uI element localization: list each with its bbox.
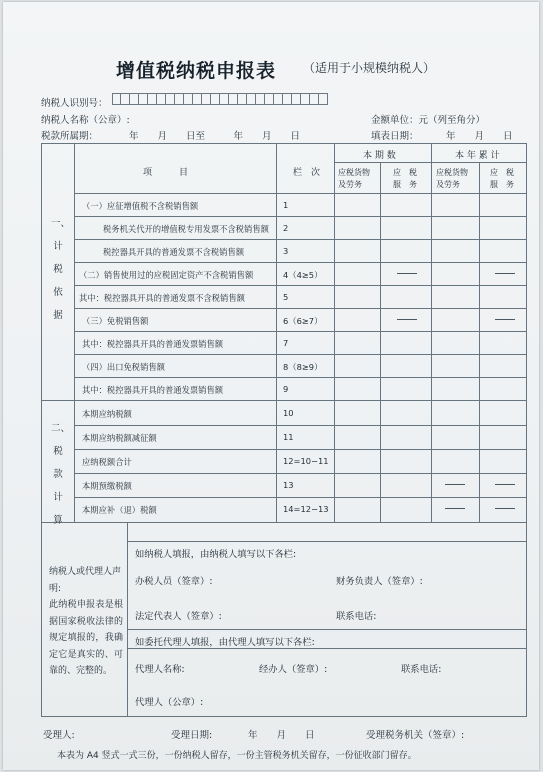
header-item: 项 目 bbox=[143, 168, 189, 178]
row-8-line: 8（8≥9） bbox=[283, 362, 323, 372]
receiver-label: 受理人: bbox=[43, 730, 75, 741]
agent-fill-note: 如委托代理人填报，由代理人填写以下各栏: bbox=[135, 637, 315, 648]
sub-current-service-1: 应 税 bbox=[393, 168, 417, 177]
agent-phone-label: 联系电话: bbox=[401, 664, 442, 675]
footer-note: 本表为 A4 竖式一式三份，一份纳税人留存，一份主管税务机关留存，一份征收部门留存。 bbox=[57, 751, 417, 761]
row-1-line: 1 bbox=[283, 200, 289, 210]
row-2-line: 2 bbox=[283, 223, 289, 233]
row-11-item: 本期应纳税额减征额 bbox=[82, 433, 157, 443]
row-7-line: 7 bbox=[283, 338, 289, 348]
taxpayer-id-label: 纳税人识别号： bbox=[41, 98, 108, 109]
na-dash bbox=[397, 273, 417, 274]
row-3-line: 3 bbox=[283, 246, 289, 256]
agent-name-label: 代理人名称: bbox=[135, 664, 185, 675]
handler-label: 办税人员（签章）: bbox=[135, 576, 213, 587]
legal-rep-label: 法定代表人（签章）: bbox=[135, 611, 222, 622]
na-dash bbox=[397, 319, 417, 320]
row-7-item: 其中：税控器具开具的普通发票销售额 bbox=[82, 339, 224, 349]
amount-unit: 金额单位：元（列至角分） bbox=[371, 115, 486, 126]
period-dates: 年 月 日至 年 月 日 bbox=[129, 131, 301, 142]
declaration-title: 纳税人或代理人声明: bbox=[49, 567, 122, 594]
row-13-item: 本期预缴税额 bbox=[82, 481, 132, 491]
fill-date: 年 月 日 bbox=[446, 131, 513, 142]
fill-date-label: 填表日期： bbox=[371, 131, 419, 142]
row-6-item: （三）免税销售额 bbox=[82, 316, 149, 326]
declaration-text: 此纳税申报表是根据国家税收法律的规定填报的，我确定它是真实的、可靠的、完整的。 bbox=[49, 600, 123, 676]
sub-current-goods-2: 及劳务 bbox=[338, 180, 362, 189]
row-14-line: 14=12−13 bbox=[283, 504, 329, 514]
sub-ytd-service-2: 服 务 bbox=[490, 180, 514, 189]
na-dash bbox=[445, 484, 465, 485]
row-9-line: 9 bbox=[283, 384, 289, 394]
header-line: 栏 次 bbox=[293, 168, 321, 178]
row-10-item: 本期应纳税额 bbox=[82, 409, 132, 419]
row-10-line: 10 bbox=[283, 408, 294, 418]
agent-handler-label: 经办人（签章）: bbox=[259, 664, 328, 675]
finance-label: 财务负责人（签章）: bbox=[336, 576, 423, 587]
sub-ytd-service-1: 应 税 bbox=[490, 168, 514, 177]
row-8-item: （四）出口免税销售额 bbox=[82, 362, 165, 372]
phone-label: 联系电话: bbox=[336, 611, 377, 622]
na-dash bbox=[445, 508, 465, 509]
section-tax-calculation: 二、税 款 计 算 bbox=[51, 423, 71, 526]
row-2-item: 税务机关代开的增值税专用发票不含税销售额 bbox=[103, 224, 269, 234]
sub-ytd-goods-2: 及劳务 bbox=[436, 180, 460, 189]
row-13-line: 13 bbox=[283, 480, 294, 490]
row-1-item: （一）应征增值税不含税销售额 bbox=[82, 201, 199, 211]
row-4-item: （二）销售使用过的应税固定资产不含税销售额 bbox=[79, 270, 254, 280]
na-dash bbox=[495, 273, 515, 274]
form-subtitle: （适用于小规模纳税人） bbox=[303, 61, 436, 75]
self-fill-note: 如纳税人填报，由纳税人填写以下各栏: bbox=[135, 549, 297, 560]
na-dash bbox=[495, 508, 515, 509]
tax-office-label: 受理税务机关（签章）: bbox=[366, 730, 465, 741]
row-5-item: 其中：税控器具开具的普通发票不含税销售额 bbox=[79, 293, 245, 303]
na-dash bbox=[495, 484, 515, 485]
row-12-item: 应纳税额合计 bbox=[82, 457, 132, 467]
sub-current-service-2: 服 务 bbox=[393, 180, 417, 189]
row-14-item: 本期应补（退）税额 bbox=[82, 505, 157, 515]
header-current: 本 期 数 bbox=[363, 151, 396, 161]
header-ytd: 本 年 累 计 bbox=[455, 151, 500, 161]
row-5-line: 5 bbox=[283, 292, 289, 302]
row-3-item: 税控器具开具的普通发票不含税销售额 bbox=[103, 247, 245, 257]
section-tax-basis: 一、计 税 依 据 bbox=[51, 218, 71, 321]
row-4-line: 4（4≥5） bbox=[283, 270, 323, 280]
period-label: 税款所属期： bbox=[41, 131, 99, 142]
tax-form-sheet bbox=[3, 2, 539, 770]
sub-ytd-goods-1: 应税货物 bbox=[436, 168, 468, 177]
agent-seal-label: 代理人（公章）: bbox=[135, 697, 204, 708]
row-11-line: 11 bbox=[283, 432, 294, 442]
sub-current-goods-1: 应税货物 bbox=[338, 168, 370, 177]
row-9-item: 其中：税控器具开具的普通发票销售额 bbox=[82, 385, 224, 395]
taxpayer-id-boxes[interactable] bbox=[112, 93, 328, 105]
row-12-line: 12=10−11 bbox=[283, 456, 329, 466]
form-title: 增值税纳税申报表 bbox=[116, 60, 277, 82]
receive-date: 年 月 日 bbox=[248, 730, 315, 741]
taxpayer-name-label: 纳税人名称（公章）: bbox=[41, 115, 130, 126]
receive-date-label: 受理日期: bbox=[171, 730, 213, 741]
na-dash bbox=[495, 319, 515, 320]
row-6-line: 6（6≥7） bbox=[283, 316, 323, 326]
